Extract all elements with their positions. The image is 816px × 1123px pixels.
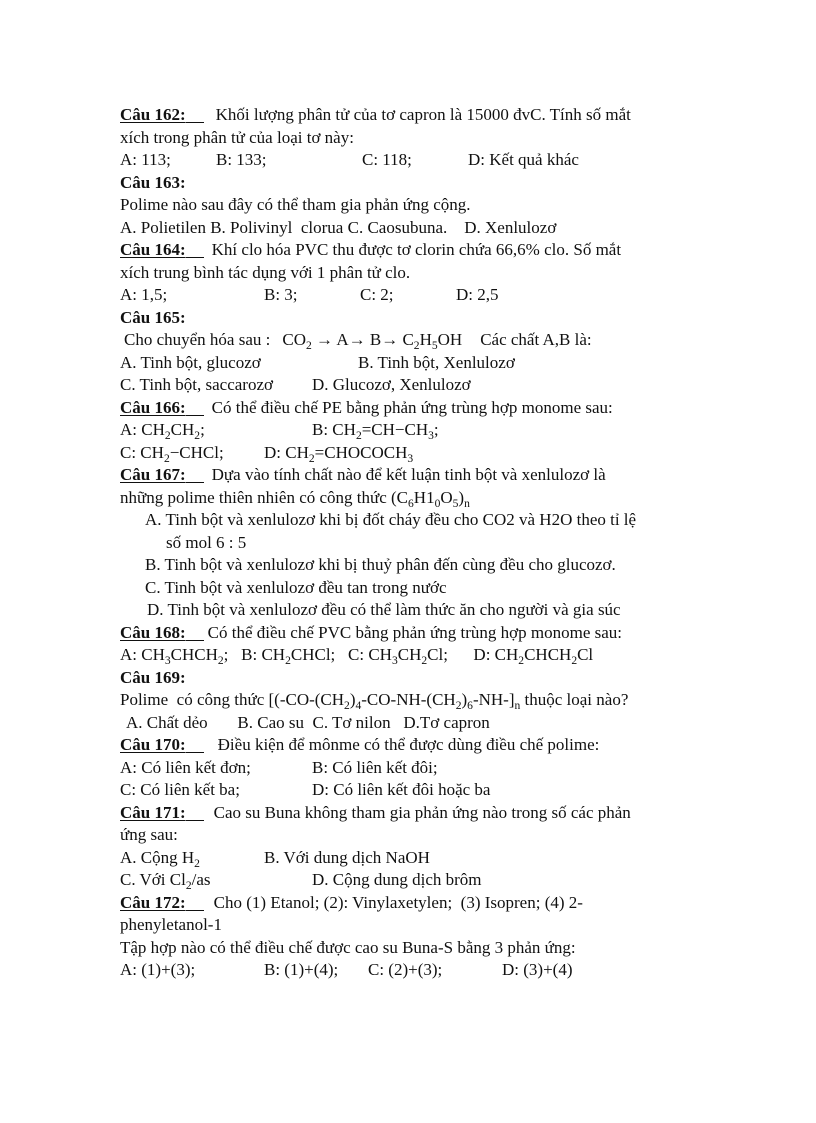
question-164-label: Câu 164: <box>120 240 186 259</box>
question-163-text: Polime nào sau đây có thể tham gia phản ứng cộng. <box>120 195 471 214</box>
question-162-option-c: C: 118; <box>362 150 412 169</box>
question-172-line2: phenyletanol-1 <box>120 915 222 934</box>
question-164-line2: xích trung bình tác dụng với 1 phân tử clo. <box>120 262 411 282</box>
question-165-label: Câu 165: <box>120 307 186 327</box>
question-166-options-row1 <box>120 419 710 442</box>
question-172-text: Cho (1) Etanol; (2): Vinylaxetylen; (3) Isopren; (4) 2- <box>213 892 583 912</box>
question-165-scheme-line <box>120 329 710 352</box>
question-165-options-row1 <box>120 352 710 375</box>
question-167-option-a-line2: số mol 6 : 5 <box>166 532 247 552</box>
question-172-line3: Tập hợp nào có thể điều chế được cao su Buna-S bằng 3 phản ứng: <box>120 937 576 957</box>
question-162-option-b: B: 133; <box>216 150 267 169</box>
question-166-options-row2 <box>120 442 710 465</box>
question-169-formula: Polime có công thức [$(-CO-(CH_2)_4-CO-NH-(CH_2)_6-NH-]_n$ thuộc loại nào? <box>120 690 629 713</box>
question-165-option-b: B. Tinh bột, Xenlulozơ <box>358 352 515 372</box>
question-166-option-d: D: $CH_2=CHOCOCH_3$ <box>264 442 414 465</box>
question-166-line1 <box>120 397 710 420</box>
question-169-label: Câu 169: <box>120 667 186 687</box>
question-170-option-a: A: Có liên kết đơn; <box>120 757 251 777</box>
question-168-text: Có thể điều chế PVC bằng phản ứng trùng hợp monome sau: <box>207 622 622 642</box>
question-167-label: Câu 167: <box>120 465 186 484</box>
question-168-options: A: $CH_3CHCH_2$; B: $CH_2CHCl$; C: $CH_3CH_2Cl$; D: $CH_2CHCH_2Cl$ <box>120 645 594 668</box>
question-162-line1 <box>120 104 710 127</box>
question-170-label: Câu 170: <box>120 735 186 754</box>
question-166-label: Câu 166: <box>120 397 186 417</box>
question-164-line1 <box>120 239 710 262</box>
question-170-option-c: C: Có liên kết ba; <box>120 780 240 799</box>
question-172-label: Câu 172: <box>120 892 186 912</box>
question-164-option-d: D: 2,5 <box>456 285 499 304</box>
question-171-option-d: D. Cộng dung dịch brôm <box>312 870 482 889</box>
question-172-option-d: D: (3)+(4) <box>502 960 573 979</box>
question-167-line2: những polime thiên nhiên có công thức $(C_6H1_0O_5)_n$ <box>120 487 470 510</box>
question-167-option-a-line1: A. Tinh bột và xenlulozơ khi bị đốt cháy đều cho CO2 và H2O theo tỉ lệ <box>145 510 637 529</box>
question-172-option-c: C: (2)+(3); <box>368 960 443 979</box>
question-170-option-d: D: Có liên kết đôi hoặc ba <box>312 780 491 799</box>
question-162-label: Câu 162: <box>120 105 186 124</box>
question-164-option-a: A: 1,5; <box>120 285 168 304</box>
question-172-options <box>120 959 710 982</box>
conversion-scheme: $CO_2 \to A\to B\to C_2H_5OH$ <box>282 330 463 353</box>
question-170-text: Điều kiện để mônme có thể được dùng điều chế polime: <box>217 735 600 754</box>
question-172-line1 <box>120 892 710 915</box>
question-167-option-b: B. Tinh bột và xenlulozơ khi bị thuỷ phân đến cùng đều cho glucozơ. <box>145 555 616 574</box>
question-162-option-d: D: Kết quả khác <box>468 150 579 169</box>
question-166-text: Có thể điều chế PE bằng phản ứng trùng hợp monome sau: <box>211 397 613 417</box>
question-163-label: Câu 163: <box>120 172 186 192</box>
question-166-option-b: B: $CH_2=CH-CH_3$; <box>312 420 439 443</box>
question-164-option-c: C: 2; <box>360 285 394 304</box>
question-162-text: Khối lượng phân tử của tơ capron là 15000 đvC. Tính số mắt <box>215 105 631 124</box>
question-171-text: Cao su Buna không tham gia phản ứng nào trong số các phản <box>213 802 631 822</box>
question-171-label: Câu 171: <box>120 802 186 822</box>
question-165-option-d: D. Glucozơ, Xenlulozơ <box>312 375 471 394</box>
question-165-options-row2 <box>120 374 710 397</box>
question-167-text: Dựa vào tính chất nào để kết luận tinh bột và xenlulozơ là <box>211 465 606 484</box>
question-list <box>120 104 710 982</box>
question-165-intro: Cho chuyển hóa sau : <box>124 330 271 349</box>
question-167-option-d: D. Tinh bột và xenlulozơ đều có thể làm thức ăn cho người và gia súc <box>147 600 621 619</box>
question-171-option-b: B. Với dung dịch NaOH <box>264 847 430 867</box>
question-166-option-c: C: $CH_2-CHCl$; <box>120 442 224 465</box>
question-170-line1 <box>120 734 710 757</box>
question-171-options-row2 <box>120 869 710 892</box>
question-171-option-a: A. Cộng $H_2$ <box>120 847 200 870</box>
question-170-option-b: B: Có liên kết đôi; <box>312 757 438 777</box>
question-172-option-a: A: (1)+(3); <box>120 960 196 979</box>
question-165-tail: Các chất A,B là: <box>480 330 592 349</box>
question-163-options: A. Polietilen B. Polivinyl clorua C. Caosubuna. D. Xenlulozơ <box>120 217 557 237</box>
question-171-line1 <box>120 802 710 825</box>
question-170-options-row2 <box>120 779 710 802</box>
question-164-text: Khí clo hóa PVC thu được tơ clorin chứa 66,6% clo. Số mắt <box>211 240 622 259</box>
question-170-options-row1 <box>120 757 710 780</box>
question-172-option-b: B: (1)+(4); <box>264 960 339 979</box>
question-166-option-a: A: $CH_2CH_2$; <box>120 420 205 443</box>
question-171-options-row1 <box>120 847 710 870</box>
question-168-line1 <box>120 622 710 645</box>
question-164-options <box>120 284 710 307</box>
question-162-line2: xích trong phân tử của loại tơ này: <box>120 127 354 147</box>
question-171-option-c: C. Với $Cl_2/as$ <box>120 870 211 893</box>
question-169-options: A. Chất dẻo B. Cao su C. Tơ nilon D.Tơ capron <box>126 712 490 732</box>
question-162-options <box>120 149 710 172</box>
question-164-option-b: B: 3; <box>264 285 298 304</box>
question-167-line1 <box>120 464 710 487</box>
question-165-option-c: C. Tinh bột, saccarozơ <box>120 375 274 394</box>
question-165-option-a: A. Tinh bột, glucozơ <box>120 352 261 372</box>
question-171-line2: ứng sau: <box>120 825 178 844</box>
question-162-option-a: A: 113; <box>120 150 171 169</box>
question-167-option-c: C. Tinh bột và xenlulozơ đều tan trong nước <box>145 577 447 597</box>
question-168-label: Câu 168: <box>120 622 186 642</box>
